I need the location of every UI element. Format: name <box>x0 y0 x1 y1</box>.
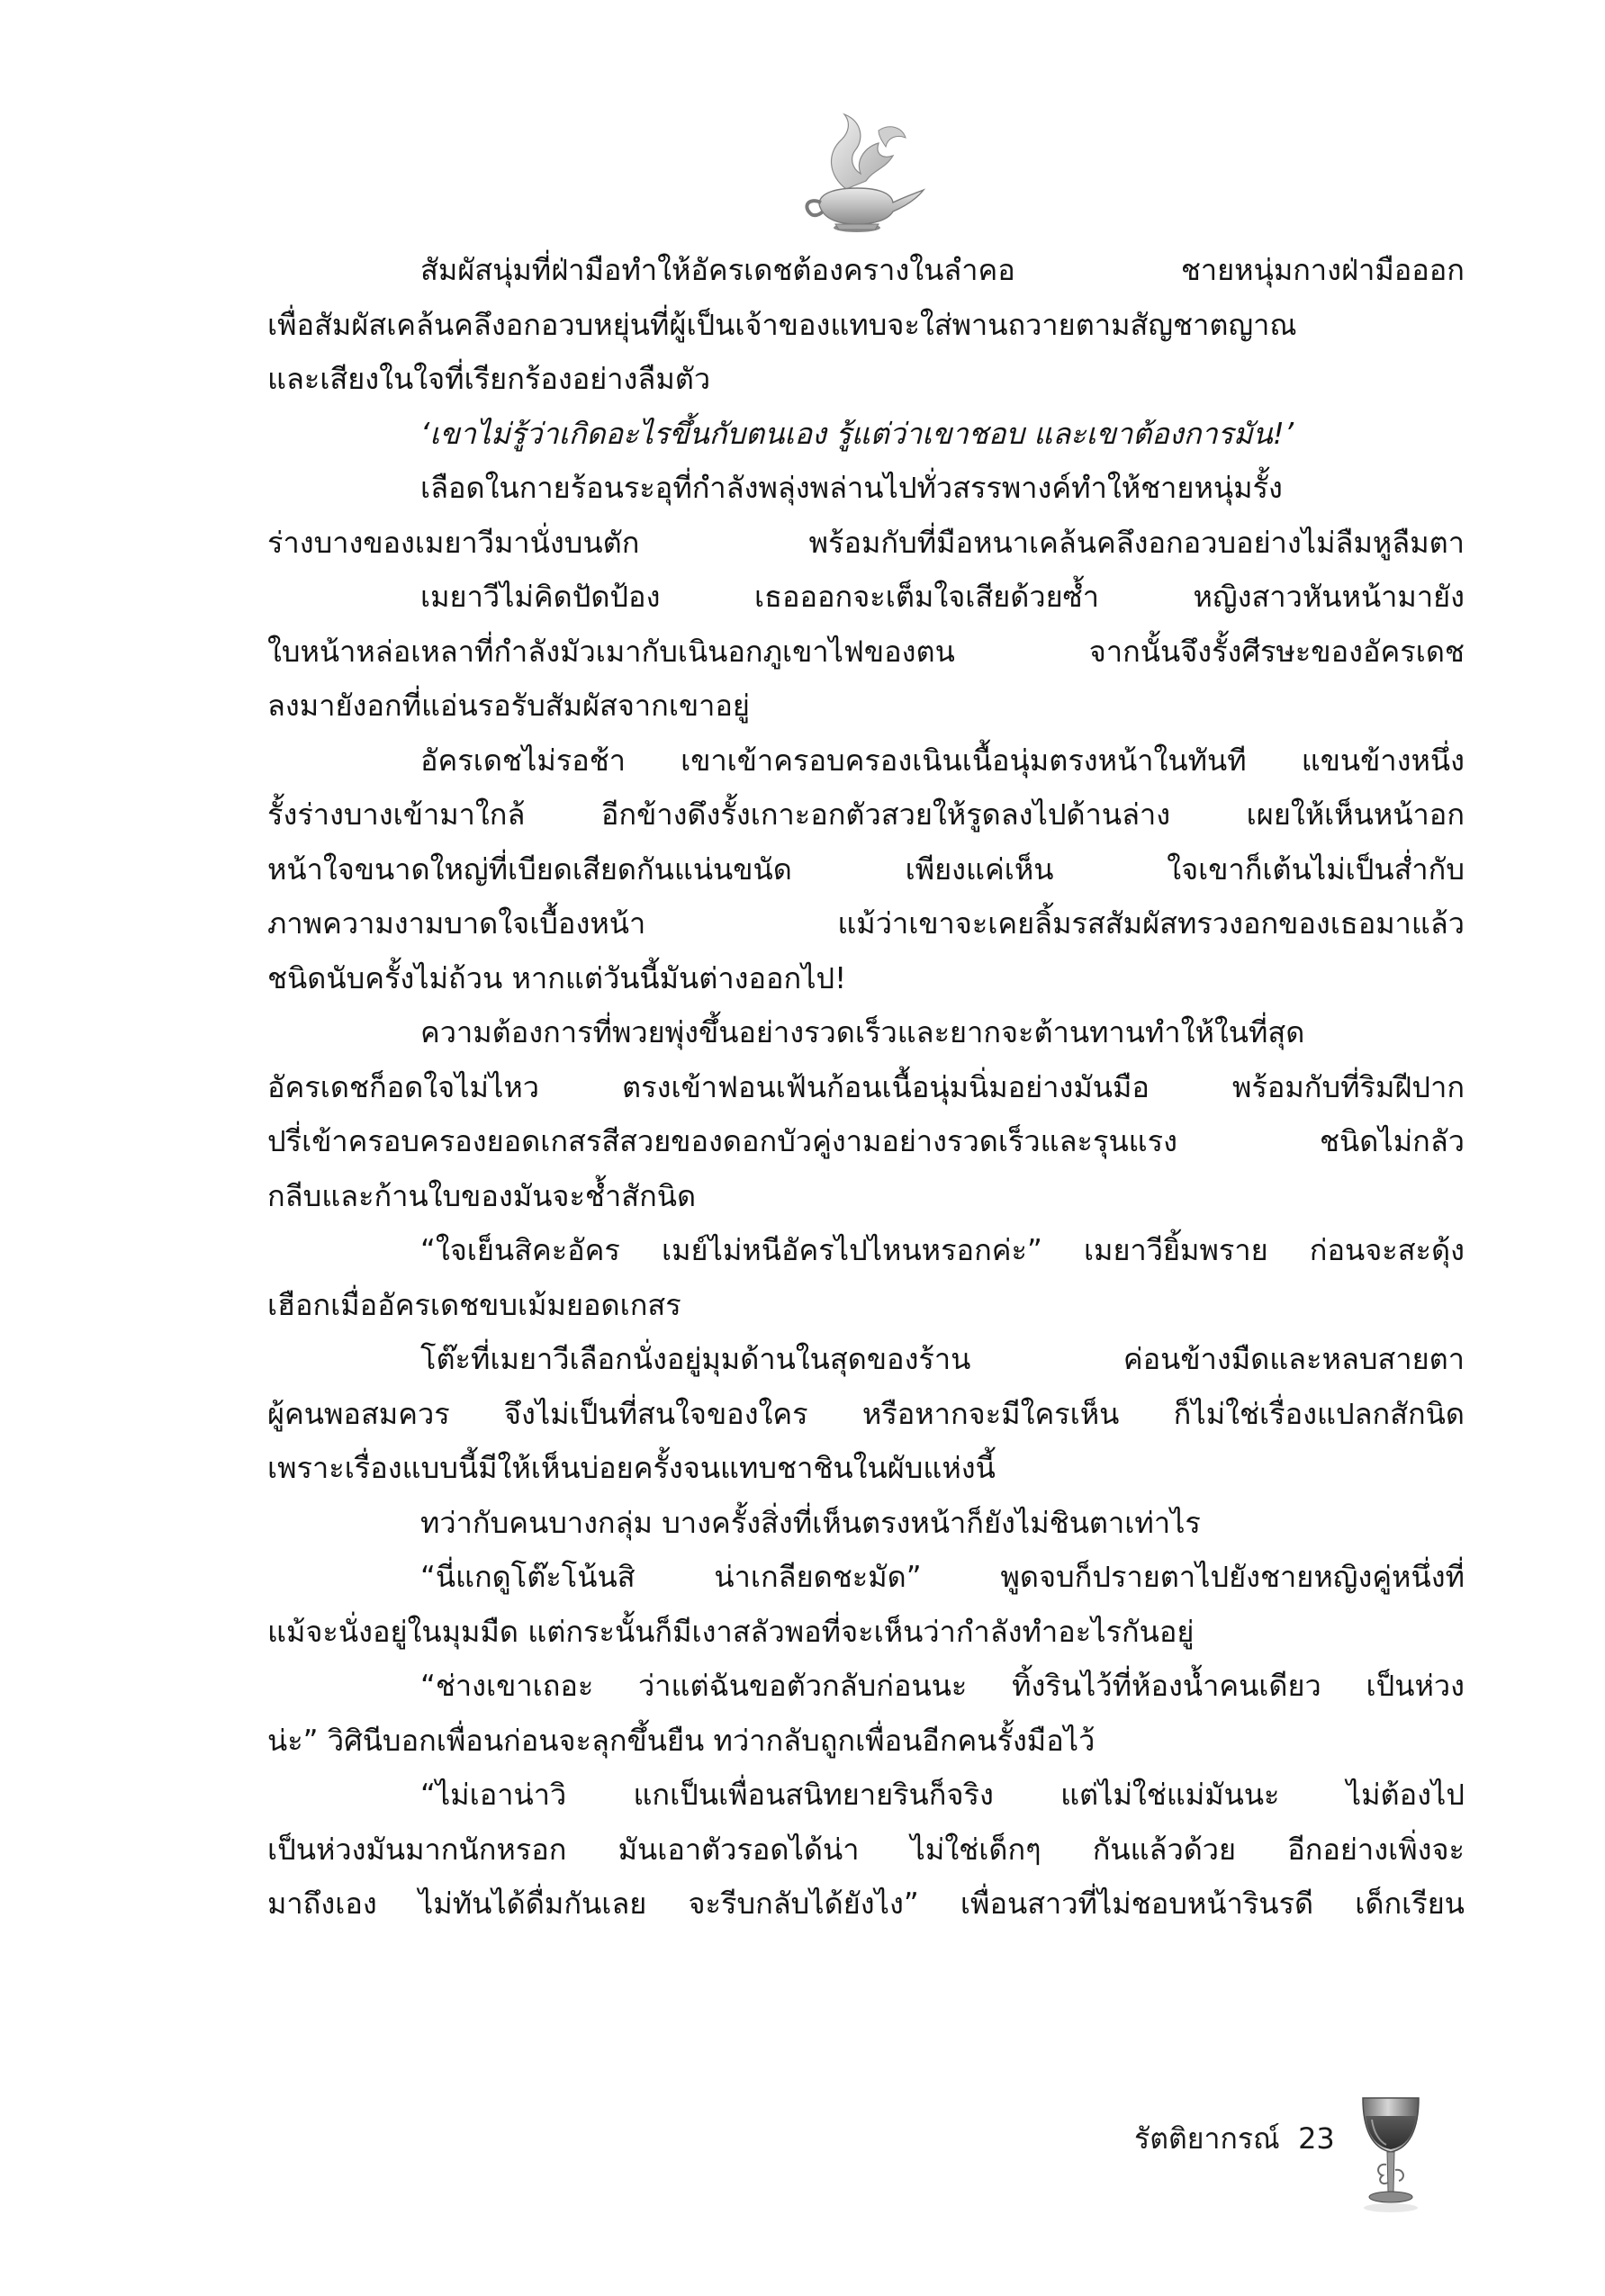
text-line: ปรี่เข้าครอบครองยอดเกสรสีสวยของดอกบัวคู่งามอย่างรวดเร็วและรุนแรง ชนิดไม่กลัว <box>267 1124 1465 1158</box>
text-line: มาถึงเอง ไม่ทันได้ดื่มกันเลย จะรีบกลับได้ยังไง” เพื่อนสาวที่ไม่ชอบหน้ารินรดี เด็กเรียน <box>267 1886 1465 1921</box>
wine-glass-icon <box>1350 2093 1431 2219</box>
text-line: และเสียงในใจที่เรียกร้องอย่างลืมตัว <box>267 362 711 396</box>
text-line: อัครเดชก็อดใจไม่ไหว ตรงเข้าฟอนเฟ้นก้อนเนื้อนุ่มนิ่มอย่างมันมือ พร้อมกับที่ริมฝีปาก <box>267 1069 1465 1104</box>
text-line: เลือดในกายร้อนระอุที่กำลังพลุ่งพล่านไปทั่วสรรพางค์ทำให้ชายหนุ่มรั้ง <box>420 471 1283 505</box>
text-line: “ไม่เอาน่าวิ แกเป็นเพื่อนสนิทยายรินก็จริง แต่ไม่ใช่แม่มันนะ ไม่ต้องไป <box>420 1778 1465 1812</box>
page-number: 23 <box>1298 2121 1335 2156</box>
text-line: “ใจเย็นสิคะอัคร เมย์ไม่หนีอัครไปไหนหรอกค่ะ” เมยาวียิ้มพราย ก่อนจะสะดุ้ง <box>420 1233 1465 1267</box>
text-line: ความต้องการที่พวยพุ่งขึ้นอย่างรวดเร็วและยากจะต้านทานทำให้ในที่สุด <box>420 1015 1305 1049</box>
text-line: ภาพความงามบาดใจเบื้องหน้า แม้ว่าเขาจะเคยลิ้มรสสัมผัสทรวงอกของเธอมาแล้ว <box>267 906 1465 941</box>
text-line: “ช่างเขาเถอะ ว่าแต่ฉันขอตัวกลับก่อนนะ ทิ้งรินไว้ที่ห้องน้ำคนเดียว เป็นห่วง <box>420 1669 1465 1703</box>
text-line: ร่างบางของเมยาวีมานั่งบนตัก พร้อมกับที่มือหนาเคล้นคลึงอกอวบอย่างไม่ลืมหูลืมตา <box>267 525 1465 560</box>
text-line: ลงมายังอกที่แอ่นรอรับสัมผัสจากเขาอยู่ <box>267 689 750 723</box>
text-line: เฮือกเมื่ออัครเดชขบเม้มยอดเกสร <box>267 1287 681 1322</box>
text-line: ทว่ากับคนบางกลุ่ม บางครั้งสิ่งที่เห็นตรงหน้าก็ยังไม่ชินตาเท่าไร <box>420 1505 1201 1540</box>
text-line: กลีบและก้านใบของมันจะช้ำสักนิด <box>267 1178 697 1213</box>
text-line: หน้าใจขนาดใหญ่ที่เบียดเสียดกันแน่นขนัด เพียงแค่เห็น ใจเขาก็เต้นไม่เป็นส่ำกับ <box>267 851 1465 887</box>
text-line: รั้งร่างบางเข้ามาใกล้ อีกข้างดึงรั้งเกาะอกตัวสวยให้รูดลงไปด้านล่าง เผยให้เห็นหน้าอก <box>267 797 1465 832</box>
text-line: เมยาวีไม่คิดปัดป้อง เธอออกจะเต็มใจเสียด้วยซ้ำ หญิงสาวหันหน้ามายัง <box>420 580 1465 614</box>
text-line: ผู้คนพอสมควร จึงไม่เป็นที่สนใจของใคร หรือหากจะมีใครเห็น ก็ไม่ใช่เรื่องแปลกสักนิด <box>267 1396 1465 1431</box>
text-line: ใบหน้าหล่อเหลาที่กำลังมัวเมากับเนินอกภูเขาไฟของตน จากนั้นจึงรั้งศีรษะของอัครเดช <box>267 634 1465 669</box>
page-footer <box>1134 2093 1494 2219</box>
text-line: เพื่อสัมผัสเคล้นคลึงอกอวบหยุ่นที่ผู้เป็นเจ้าของแทบจะใส่พานถวายตามสัญชาตญาณ <box>267 307 1297 342</box>
text-line: แม้จะนั่งอยู่ในมุมมืด แต่กระนั้นก็มีเงาสลัวพอที่จะเห็นว่ากำลังทำอะไรกันอยู่ <box>267 1614 1195 1649</box>
body-text <box>267 243 1465 1931</box>
text-line: “นี่แกดูโต๊ะโน้นสิ น่าเกลียดชะมัด” พูดจบก็ปรายตาไปยังชายหญิงคู่หนึ่งที่ <box>420 1560 1465 1594</box>
text-line: สัมผัสนุ่มที่ฝ่ามือทำให้อัครเดชต้องครางในลำคอ ชายหนุ่มกางฝ่ามือออก <box>420 253 1465 287</box>
book-title: รัตติยากรณ์ <box>1134 2121 1280 2156</box>
text-line: เพราะเรื่องแบบนี้มีให้เห็นบ่อยครั้งจนแทบชาชินในผับแห่งนี้ <box>267 1451 996 1485</box>
text-line: อัครเดชไม่รอช้า เขาเข้าครอบครองเนินเนื้อนุ่มตรงหน้าในทันที แขนข้างหนึ่ง <box>420 743 1465 778</box>
genie-lamp-icon <box>792 104 927 239</box>
text-line: เป็นห่วงมันมากนักหรอก มันเอาตัวรอดได้น่า ไม่ใช่เด็กๆ กันแล้วด้วย อีกอย่างเพิ่งจะ <box>267 1832 1465 1867</box>
text-line: ชนิดนับครั้งไม่ถ้วน หากแต่วันนี้มันต่างออกไป! <box>267 960 847 995</box>
text-line: น่ะ” วิศินีบอกเพื่อนก่อนจะลุกขึ้นยืน ทว่ากลับถูกเพื่อนอีกคนรั้งมือไว้ <box>267 1723 1096 1758</box>
text-line: โต๊ะที่เมยาวีเลือกนั่งอยู่มุมด้านในสุดของร้าน ค่อนข้างมืดและหลบสายตา <box>420 1342 1465 1376</box>
running-footer <box>1134 2116 1335 2162</box>
text-line: ‘เขาไม่รู้ว่าเกิดอะไรขึ้นกับตนเอง รู้แต่ว่าเขาชอบ และเขาต้องการมัน!’ <box>420 416 1294 451</box>
